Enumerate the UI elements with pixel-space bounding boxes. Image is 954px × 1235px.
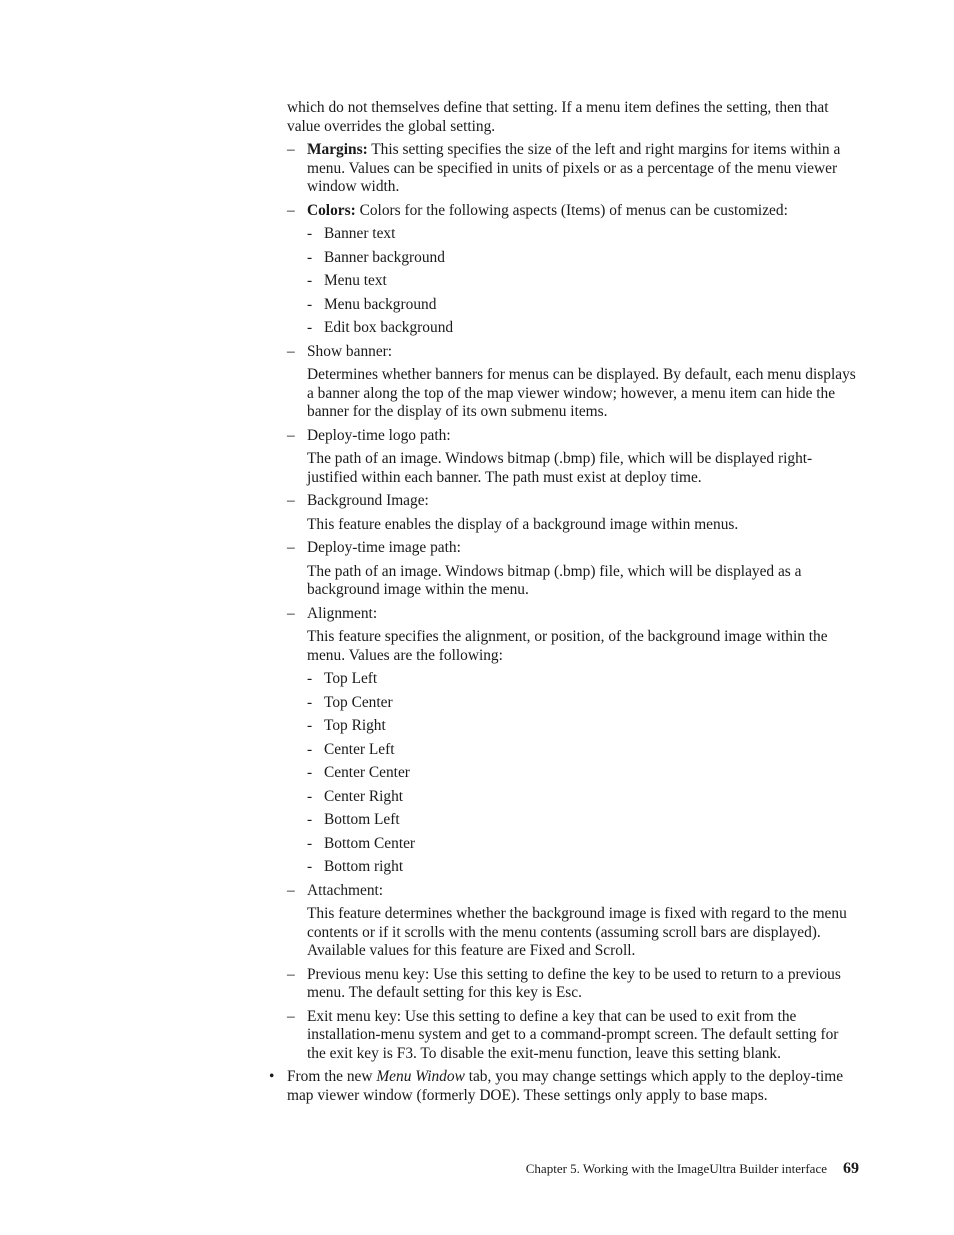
attachment-item [287,882,861,961]
page-number: 69 [843,1160,859,1177]
dash-marker: – [287,604,295,622]
exit-key-item [287,1008,861,1064]
show-banner-label: Show banner: [307,342,393,360]
attachment-desc: This feature determines whether the background image is fixed with regard to the menu contents or if it scrolls with the menu contents (assuming scroll bars are displayed). Available values for this feature are Fixed and Scroll. [307,905,847,959]
previous-key-text: Previous menu key: Use this setting to define the key to be used to return to a previous menu. The default setting for this key is Esc. [307,965,841,1001]
dash-marker: – [287,492,295,509]
alignment-label: Alignment: [307,604,378,622]
list-item: - Banner background [307,248,445,266]
list-item: - Edit box background [307,319,454,336]
dash-marker: – [287,201,295,219]
show-banner-desc: Determines whether banners for menus can be displayed. By default, each menu displays a banner along the top of the map viewer window; however, a menu item can hide the banner for the display of its own submenu items. [307,366,856,420]
list-item: - Bottom Left [307,811,400,828]
logo-path-item [287,427,861,488]
page-footer [526,1160,859,1178]
previous-key-item [287,966,861,1003]
bullet-text-after: tab, you may change settings which apply to the deploy-time map viewer window (formerly DOE). These settings only apply to base maps. [287,1068,844,1104]
dash-marker: – [287,141,295,158]
list-item: - Bottom right [307,858,404,875]
logo-path-label: Deploy-time logo path: [307,426,451,444]
show-banner-item [287,343,861,422]
image-path-label: Deploy-time image path: [307,539,461,556]
list-item: - Center Center [307,764,410,781]
page-body [269,99,861,1105]
list-item: - Center Right [307,787,404,805]
background-image-label: Background Image: [307,492,429,509]
logo-path-desc: The path of an image. Windows bitmap (.bmp) file, which will be displayed right-justified within each banner. The path must exist at deploy time. [307,450,813,486]
dash-marker: – [287,342,295,360]
margins-item [287,141,861,197]
bullet-marker: • [269,1068,275,1085]
menu-window-tab-name: Menu Window [376,1068,465,1085]
bullet-text-before: From the new [287,1068,377,1085]
attachment-label: Attachment: [307,881,384,899]
dash-marker: – [287,1007,295,1025]
image-path-desc: The path of an image. Windows bitmap (.bmp) file, which will be displayed as a background image within the menu. [307,562,802,598]
colors-item [287,202,861,221]
dash-marker: – [287,426,295,444]
list-item: - Menu text [307,272,387,289]
exit-key-text: Exit menu key: Use this setting to define a key that can be used to exit from the installation-menu system and get to a command-prompt screen. The default setting for the exit key is F3. To disable the exit-menu function, leave this setting blank. [307,1007,839,1062]
background-image-item [287,492,861,534]
colors-text: Colors for the following aspects (Items) of menus can be customized: [355,201,788,219]
colors-term: Colors: [307,201,356,219]
background-image-desc: This feature enables the display of a background image within menus. [307,515,739,533]
list-item: - Center Left [307,740,395,758]
dash-marker: – [287,881,295,899]
dash-marker: – [287,965,295,983]
footer-chapter: Chapter 5. Working with the ImageUltra Builder interface [525,1161,827,1176]
menu-window-bullet [269,1068,861,1105]
list-item: - Banner text [307,225,396,242]
alignment-item [287,605,861,666]
list-item: - Top Center [307,693,393,711]
dash-marker: – [287,539,295,556]
alignment-desc: This feature specifies the alignment, or position, of the background image within the menu. Values are the following: [307,628,828,664]
list-item: - Top Right [307,717,386,734]
list-item: - Top Left [307,670,378,687]
margins-term: Margins: [307,141,368,158]
image-path-item [287,539,861,600]
list-item: - Menu background [307,295,437,313]
intro-paragraph: which do not themselves define that setting. If a menu item defines the setting, then that value overrides the global setting. [287,99,829,135]
margins-text: This setting specifies the size of the left and right margins for items within a menu. Values can be specified in units of pixels or as a percentage of the menu viewer window width. [307,141,841,195]
list-item: - Bottom Center [307,834,416,852]
